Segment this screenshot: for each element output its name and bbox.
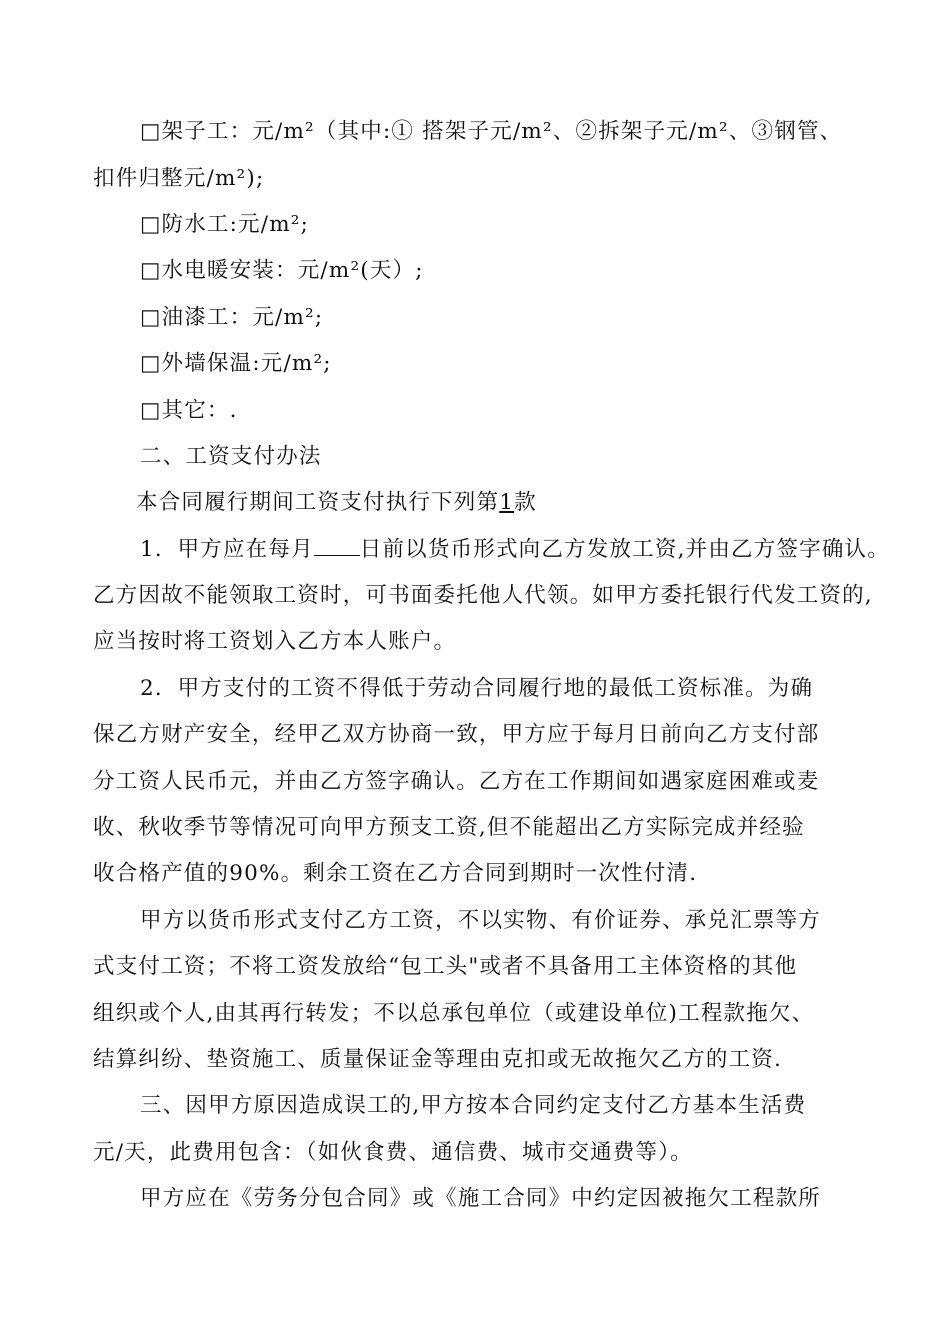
- text-line-scaffolder-cont: 扣件归整元/m²);: [93, 166, 265, 191]
- text-line-waterproofing: □防水工:元/m²;: [140, 212, 310, 237]
- text-line-item1-cont: 乙方因故不能领取工资时，可书面委托他人代领。如甲方委托银行代发工资的,: [93, 583, 873, 608]
- item1-text-a: 1．甲方应在每月: [140, 537, 314, 562]
- text-line-payment-form: 甲方以货币形式支付乙方工资，不以实物、有价证券、承兑汇票等方: [140, 908, 822, 933]
- text-line-payment-form-end: 结算纠纷、垫资施工、质量保证金等理由克扣或无故拖欠乙方的工资.: [93, 1047, 783, 1072]
- text-line-delay-cont: 元/天，此费用包含：（如伙食费、通信费、城市交通费等）。: [93, 1140, 693, 1165]
- section-heading-delay: 三、因甲方原因造成误工的,甲方按本合同约定支付乙方基本生活费: [140, 1093, 807, 1118]
- clause-number: 1: [499, 490, 515, 515]
- text-line-item2-end: 收合格产值的90%。剩余工资在乙方合同到期时一次性付清.: [93, 861, 698, 886]
- text-line-scaffolder: □架子工：元/m²（其中:① 搭架子元/m²、②拆架子元/m²、③钢管、: [140, 119, 843, 144]
- text-line-insulation: □外墙保温:元/m²;: [140, 351, 332, 376]
- text-line-other: □其它：.: [140, 398, 238, 423]
- text-line-item2-cont2: 分工资人民币元，并由乙方签字确认。乙方在工作期间如遇家庭困难或麦: [93, 769, 820, 794]
- clause-select-text: 本合同履行期间工资支付执行下列第: [136, 490, 500, 515]
- text-line-painter: □油漆工：元/m²;: [140, 305, 324, 330]
- text-line-payment-form-cont1: 式支付工资；不将工资发放给“包工头"或者不具备用工主体资格的其他: [93, 954, 798, 979]
- clause-select-suffix: 款: [514, 490, 537, 515]
- item1-text-b: 日前以货币形式向乙方发放工资,并由乙方签字确认。: [359, 537, 890, 562]
- section-heading-wage-payment: 二、工资支付办法: [140, 444, 322, 469]
- text-line-item2-cont1: 保乙方财产安全，经甲乙双方协商一致，甲方应于每月日前向乙方支付部: [93, 722, 820, 747]
- text-line-item1-end: 应当按时将工资划入乙方本人账户。: [93, 629, 457, 654]
- text-line-payment-form-cont2: 组织或个人,由其再行转发；不以总承包单位（或建设单位)工程款拖欠、: [93, 1001, 815, 1026]
- text-line-clause-select: [136, 488, 537, 518]
- text-line-item1: [140, 535, 890, 565]
- text-line-subcontract: 甲方应在《劳务分包合同》或《施工合同》中约定因被拖欠工程款所: [140, 1186, 822, 1211]
- text-line-item2-cont3: 收、秋收季节等情况可向甲方预支工资,但不能超出乙方实际完成并经验: [93, 815, 805, 840]
- text-line-plumbing: □水电暖安装：元/m²(天）;: [140, 258, 424, 283]
- day-blank: [314, 535, 360, 556]
- text-line-item2: 2．甲方支付的工资不得低于劳动合同履行地的最低工资标准。为确: [140, 676, 814, 701]
